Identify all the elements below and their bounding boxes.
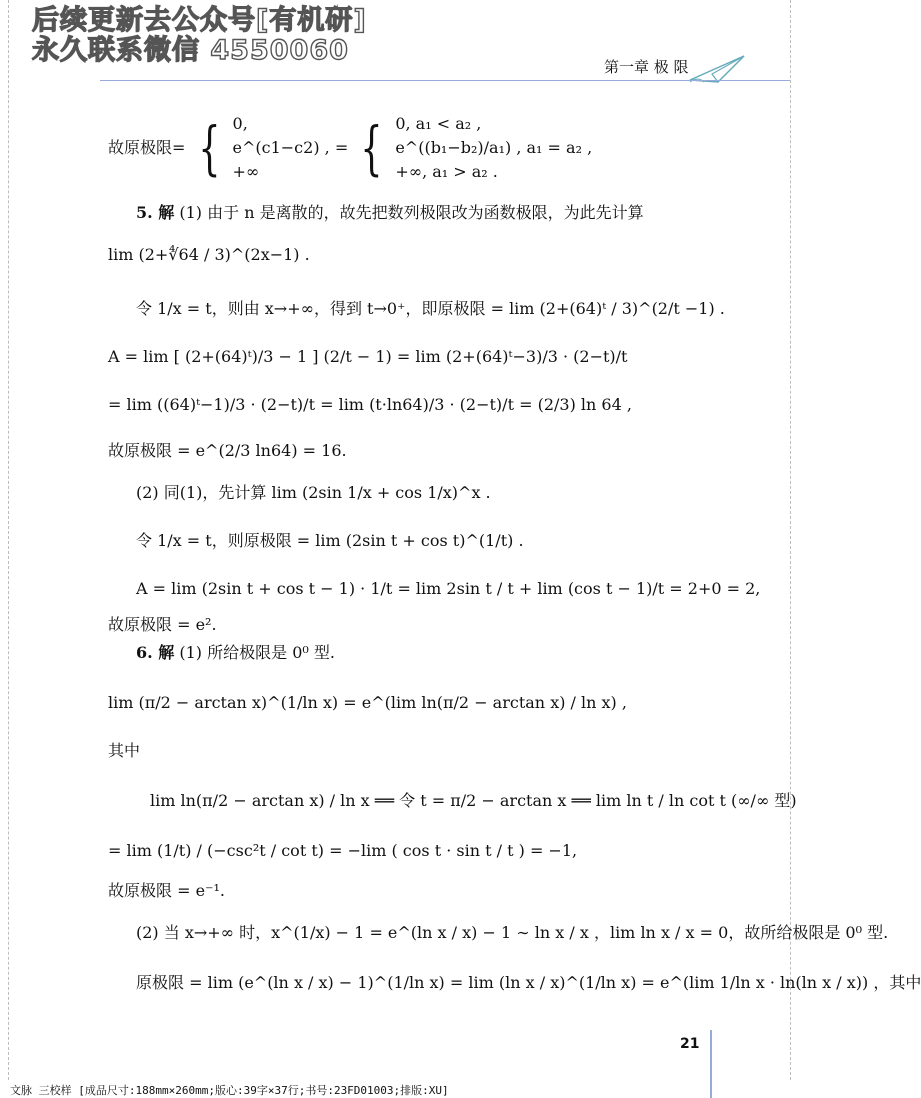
problem-label: 6. 解	[136, 643, 175, 662]
problem-text: (1) 由于 n 是离散的，故先把数列极限改为函数极限，为此先计算	[179, 203, 644, 222]
case-left-3: +∞	[232, 162, 260, 181]
math-line: (2) 当 x→+∞ 时，x^(1/x) − 1 = e^(ln x / x) − 1 ∼ ln x / x ，lim ln x / x = 0，故所给极限是 0⁰ 型.	[136, 923, 889, 942]
case-left-2: e^(c1−c2) ,	[232, 138, 330, 157]
problem-label: 5. 解	[136, 203, 175, 222]
cases-left	[233, 112, 330, 184]
page-border-left	[8, 0, 9, 1080]
header-rule	[100, 80, 790, 81]
case-right-2: e^((b₁−b₂)/a₁) , a₁ = a₂ ,	[395, 138, 593, 157]
math-line: (2) 同(1)，先计算 lim (2sin 1/x + cos 1/x)^x .	[136, 483, 491, 502]
math-line: 故原极限 = e^(2/3 ln64) = 16.	[108, 441, 347, 460]
page-border-right	[790, 0, 791, 1080]
print-footer: 文脉 三校样 [成品尺寸:188mm×260mm;版心:39字×37行;书号:23FD01003;排版:XU]	[10, 1084, 449, 1097]
chapter-header: 第一章 极 限	[604, 58, 689, 76]
math-line-cases: 故原极限= { 0, e^(c1−c2) , +∞ = { 0, a₁ < a₂ , e^((b₁−b₂)/a₁) , a₁ = a₂ , +∞, a₁ > a₂ .	[108, 114, 593, 182]
math-line: 原极限 = lim (e^(ln x / x) − 1)^(1/ln x) = lim (ln x / x)^(1/ln x) = e^(lim 1/ln x · ln(ln x / x)) ，其中	[136, 973, 921, 992]
case-right-1: 0, a₁ < a₂ ,	[395, 114, 482, 133]
watermark-line-2: 永久联系微信 4550060	[32, 35, 349, 66]
page-number-rule	[710, 1030, 712, 1098]
math-line: 令 1/x = t，则由 x→+∞，得到 t→0⁺，即原极限 = lim (2+(64)ᵗ / 3)^(2/t −1) .	[136, 299, 725, 318]
watermark-line-1: 后续更新去公众号[有机研]	[32, 5, 367, 36]
case-right-3: +∞, a₁ > a₂ .	[395, 162, 498, 181]
math-line: 故原极限 = e⁻¹.	[108, 881, 225, 900]
case-left-1: 0,	[232, 114, 248, 133]
math-line: = lim (1/t) / (−csc²t / cot t) = −lim ( cos t · sin t / t ) = −1,	[108, 841, 578, 860]
cases-right	[395, 112, 592, 184]
problem-5-line	[136, 202, 644, 224]
problem-text: (1) 所给极限是 0⁰ 型.	[179, 643, 335, 662]
math-line: lim (2+∜64 / 3)^(2x−1) .	[108, 245, 310, 264]
text-line: 其中	[108, 741, 141, 760]
math-line: lim (π/2 − arctan x)^(1/ln x) = e^(lim ln(π/2 − arctan x) / ln x) ,	[108, 693, 627, 712]
math-line: A = lim [ (2+(64)ᵗ)/3 − 1 ] (2/t − 1) = lim (2+(64)ᵗ−3)/3 · (2−t)/t	[108, 347, 628, 366]
left-brace-icon: {	[360, 114, 383, 182]
left-brace-icon: {	[197, 114, 221, 182]
math-line: 令 1/x = t，则原极限 = lim (2sin t + cos t)^(1/t) .	[136, 531, 524, 550]
page-number: 21	[680, 1036, 700, 1052]
text-label: 故原极限=	[108, 138, 186, 157]
math-line: 故原极限 = e².	[108, 615, 217, 634]
problem-6-line	[136, 642, 335, 664]
math-line: lim ln(π/2 − arctan x) / ln x ══ 令 t = π/2 − arctan x ══ lim ln t / ln cot t (∞/∞ 型)	[150, 791, 797, 810]
math-line: A = lim (2sin t + cos t − 1) · 1/t = lim 2sin t / t + lim (cos t − 1)/t = 2+0 = 2,	[136, 579, 761, 598]
math-line: = lim ((64)ᵗ−1)/3 · (2−t)/t = lim (t·ln64)/3 · (2−t)/t = (2/3) ln 64 ,	[108, 395, 632, 414]
